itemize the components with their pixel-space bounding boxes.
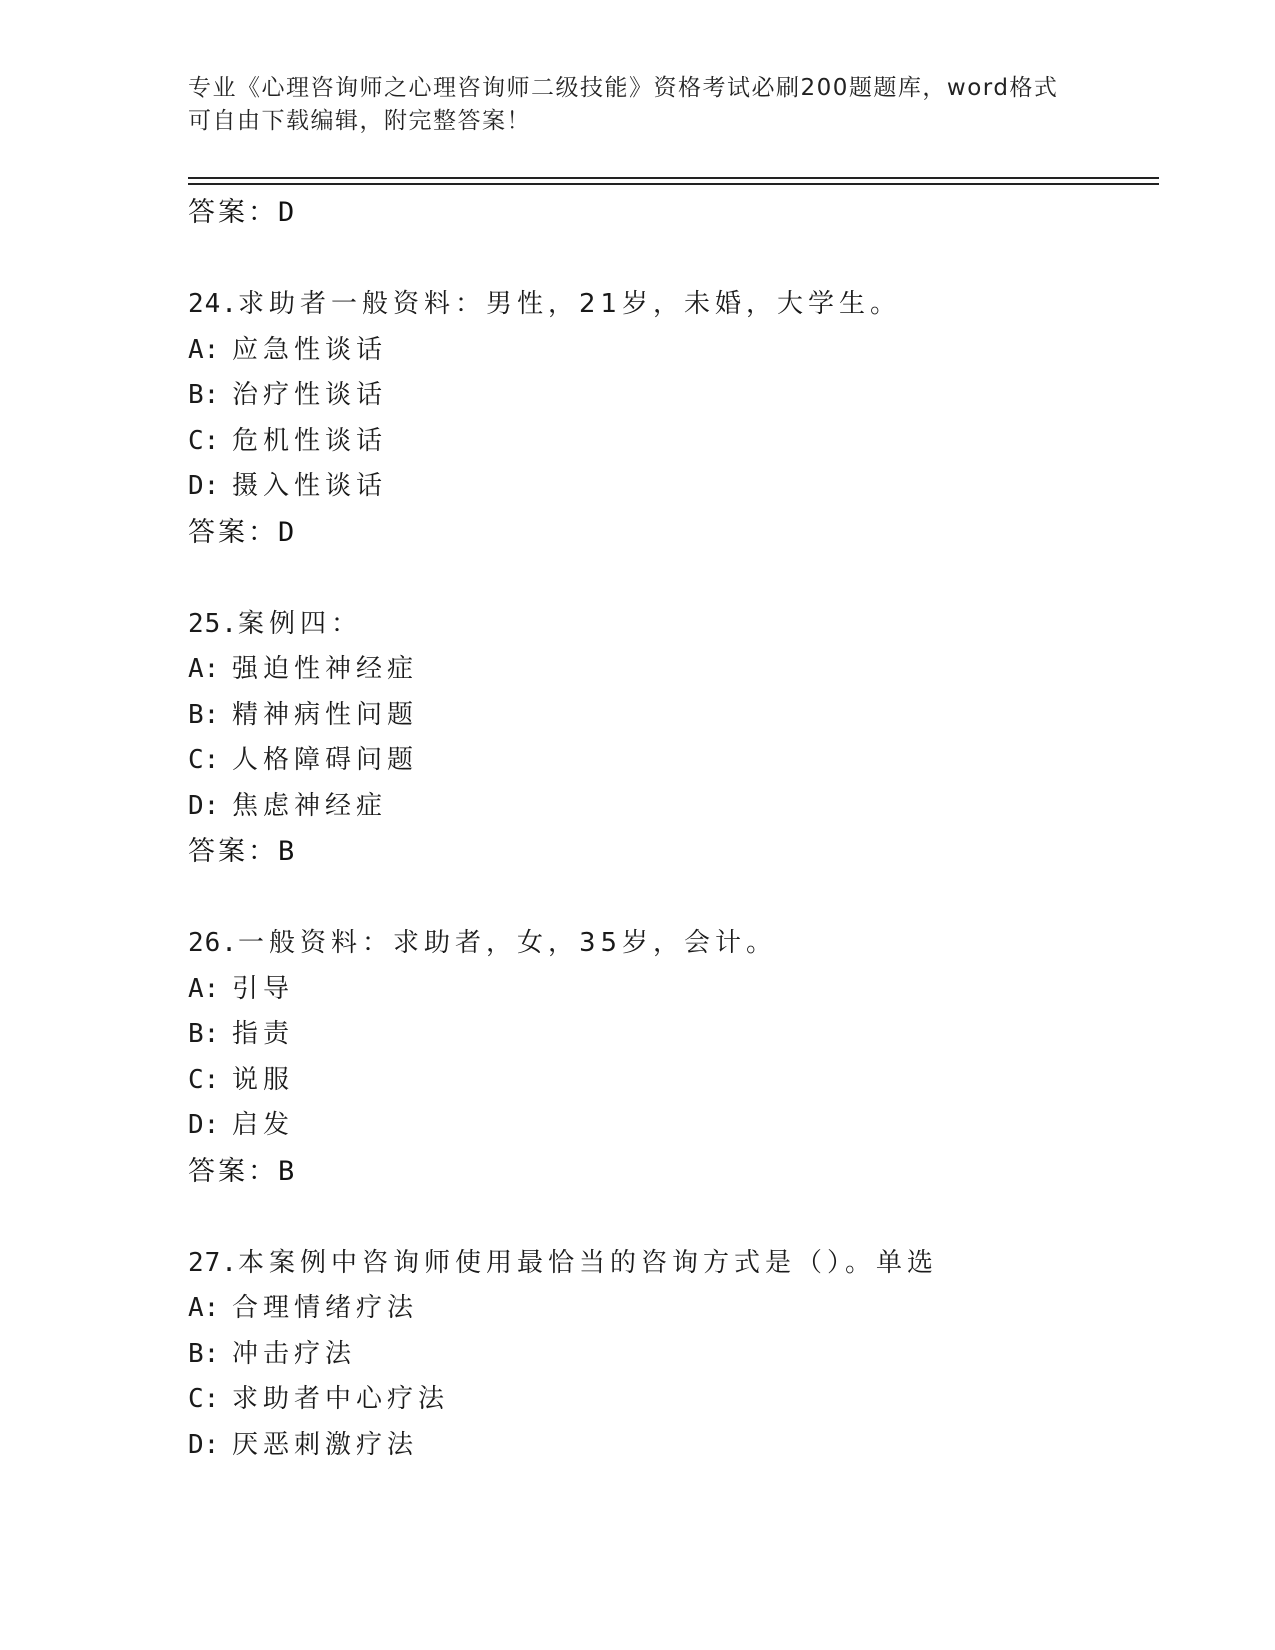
answer-line	[188, 1149, 1138, 1194]
option-b	[188, 373, 1138, 419]
option-d	[188, 1423, 1138, 1469]
option-key: B:	[188, 1338, 220, 1369]
option-text: 冲击疗法	[232, 1338, 357, 1369]
option-text: 治疗性谈话	[232, 380, 388, 410]
option-key: B:	[188, 380, 220, 410]
option-d	[188, 464, 1138, 510]
option-b	[188, 693, 1138, 739]
answer-label: 答案：	[188, 1155, 278, 1187]
answer-line	[188, 829, 1138, 874]
answer-line	[188, 510, 1138, 555]
page-header	[188, 72, 1088, 138]
answer-label: 答案：	[188, 516, 278, 548]
question-item	[188, 602, 1138, 875]
option-text: 焦虑神经症	[232, 790, 388, 821]
option-text: 求助者中心疗法	[232, 1384, 450, 1414]
option-a	[188, 1286, 1138, 1332]
option-text: 强迫性神经症	[232, 654, 419, 684]
option-key: C:	[188, 1064, 220, 1095]
option-c	[188, 738, 1138, 784]
option-text: 厌恶刺激疗法	[232, 1429, 419, 1460]
option-text: 危机性谈话	[232, 425, 388, 456]
question-list	[188, 190, 1138, 1468]
question-item	[188, 921, 1138, 1194]
option-d	[188, 784, 1138, 830]
header-divider-top	[188, 177, 1159, 179]
option-b	[188, 1332, 1138, 1378]
question-item	[188, 1241, 1138, 1469]
option-a	[188, 647, 1138, 693]
question-text: 案例四：	[237, 608, 362, 639]
header-divider-bottom	[188, 183, 1159, 185]
question-text: 求助者一般资料：男性，21岁，未婚，大学生。	[237, 289, 902, 319]
option-text: 精神病性问题	[232, 699, 419, 730]
option-text: 启发	[232, 1110, 295, 1140]
option-text: 说服	[232, 1064, 295, 1095]
option-key: C:	[188, 1384, 220, 1414]
option-d	[188, 1103, 1138, 1149]
answer-line	[188, 190, 1138, 235]
question-stem	[188, 921, 1138, 967]
question-number: 26.	[188, 928, 238, 958]
question-number: 25.	[188, 608, 238, 639]
option-key: A:	[188, 1293, 220, 1323]
option-key: D:	[188, 790, 220, 821]
option-text: 人格障碍问题	[232, 745, 419, 775]
answer-label: 答案：	[188, 836, 278, 867]
option-key: D:	[188, 471, 220, 501]
option-text: 摄入性谈话	[232, 471, 388, 501]
option-key: A:	[188, 654, 220, 684]
answer-value: B	[278, 1155, 298, 1187]
question-item	[188, 282, 1138, 555]
answer-label: 答案：	[188, 197, 278, 228]
answer-value: D	[278, 516, 298, 548]
option-key: D:	[188, 1110, 220, 1140]
option-a	[188, 328, 1138, 374]
option-text: 应急性谈话	[232, 334, 388, 365]
header-title-line-1: 专业《心理咨询师之心理咨询师二级技能》资格考试必刷200题题库，word格式	[188, 75, 1059, 101]
header-title-line-2: 可自由下载编辑，附完整答案！	[188, 108, 531, 134]
option-text: 指责	[232, 1019, 295, 1049]
question-text: 一般资料：求助者，女，35岁，会计。	[237, 928, 778, 958]
question-stem	[188, 1241, 1138, 1287]
answer-value: D	[278, 197, 298, 228]
option-c	[188, 419, 1138, 465]
question-number: 27.	[188, 1247, 238, 1278]
answer-value: B	[278, 836, 298, 867]
question-number: 24.	[188, 289, 238, 319]
option-key: C:	[188, 425, 220, 456]
option-c	[188, 1058, 1138, 1104]
option-c	[188, 1377, 1138, 1423]
option-key: B:	[188, 699, 220, 730]
option-b	[188, 1012, 1138, 1058]
question-stem	[188, 282, 1138, 328]
option-key: C:	[188, 745, 220, 775]
option-text: 合理情绪疗法	[232, 1293, 419, 1323]
option-text: 引导	[232, 973, 295, 1004]
option-key: A:	[188, 334, 220, 365]
option-key: D:	[188, 1429, 220, 1460]
option-key: A:	[188, 973, 220, 1004]
option-key: B:	[188, 1019, 220, 1049]
option-a	[188, 967, 1138, 1013]
question-stem	[188, 602, 1138, 648]
question-text: 本案例中咨询师使用最恰当的咨询方式是（）。单选	[237, 1247, 938, 1278]
